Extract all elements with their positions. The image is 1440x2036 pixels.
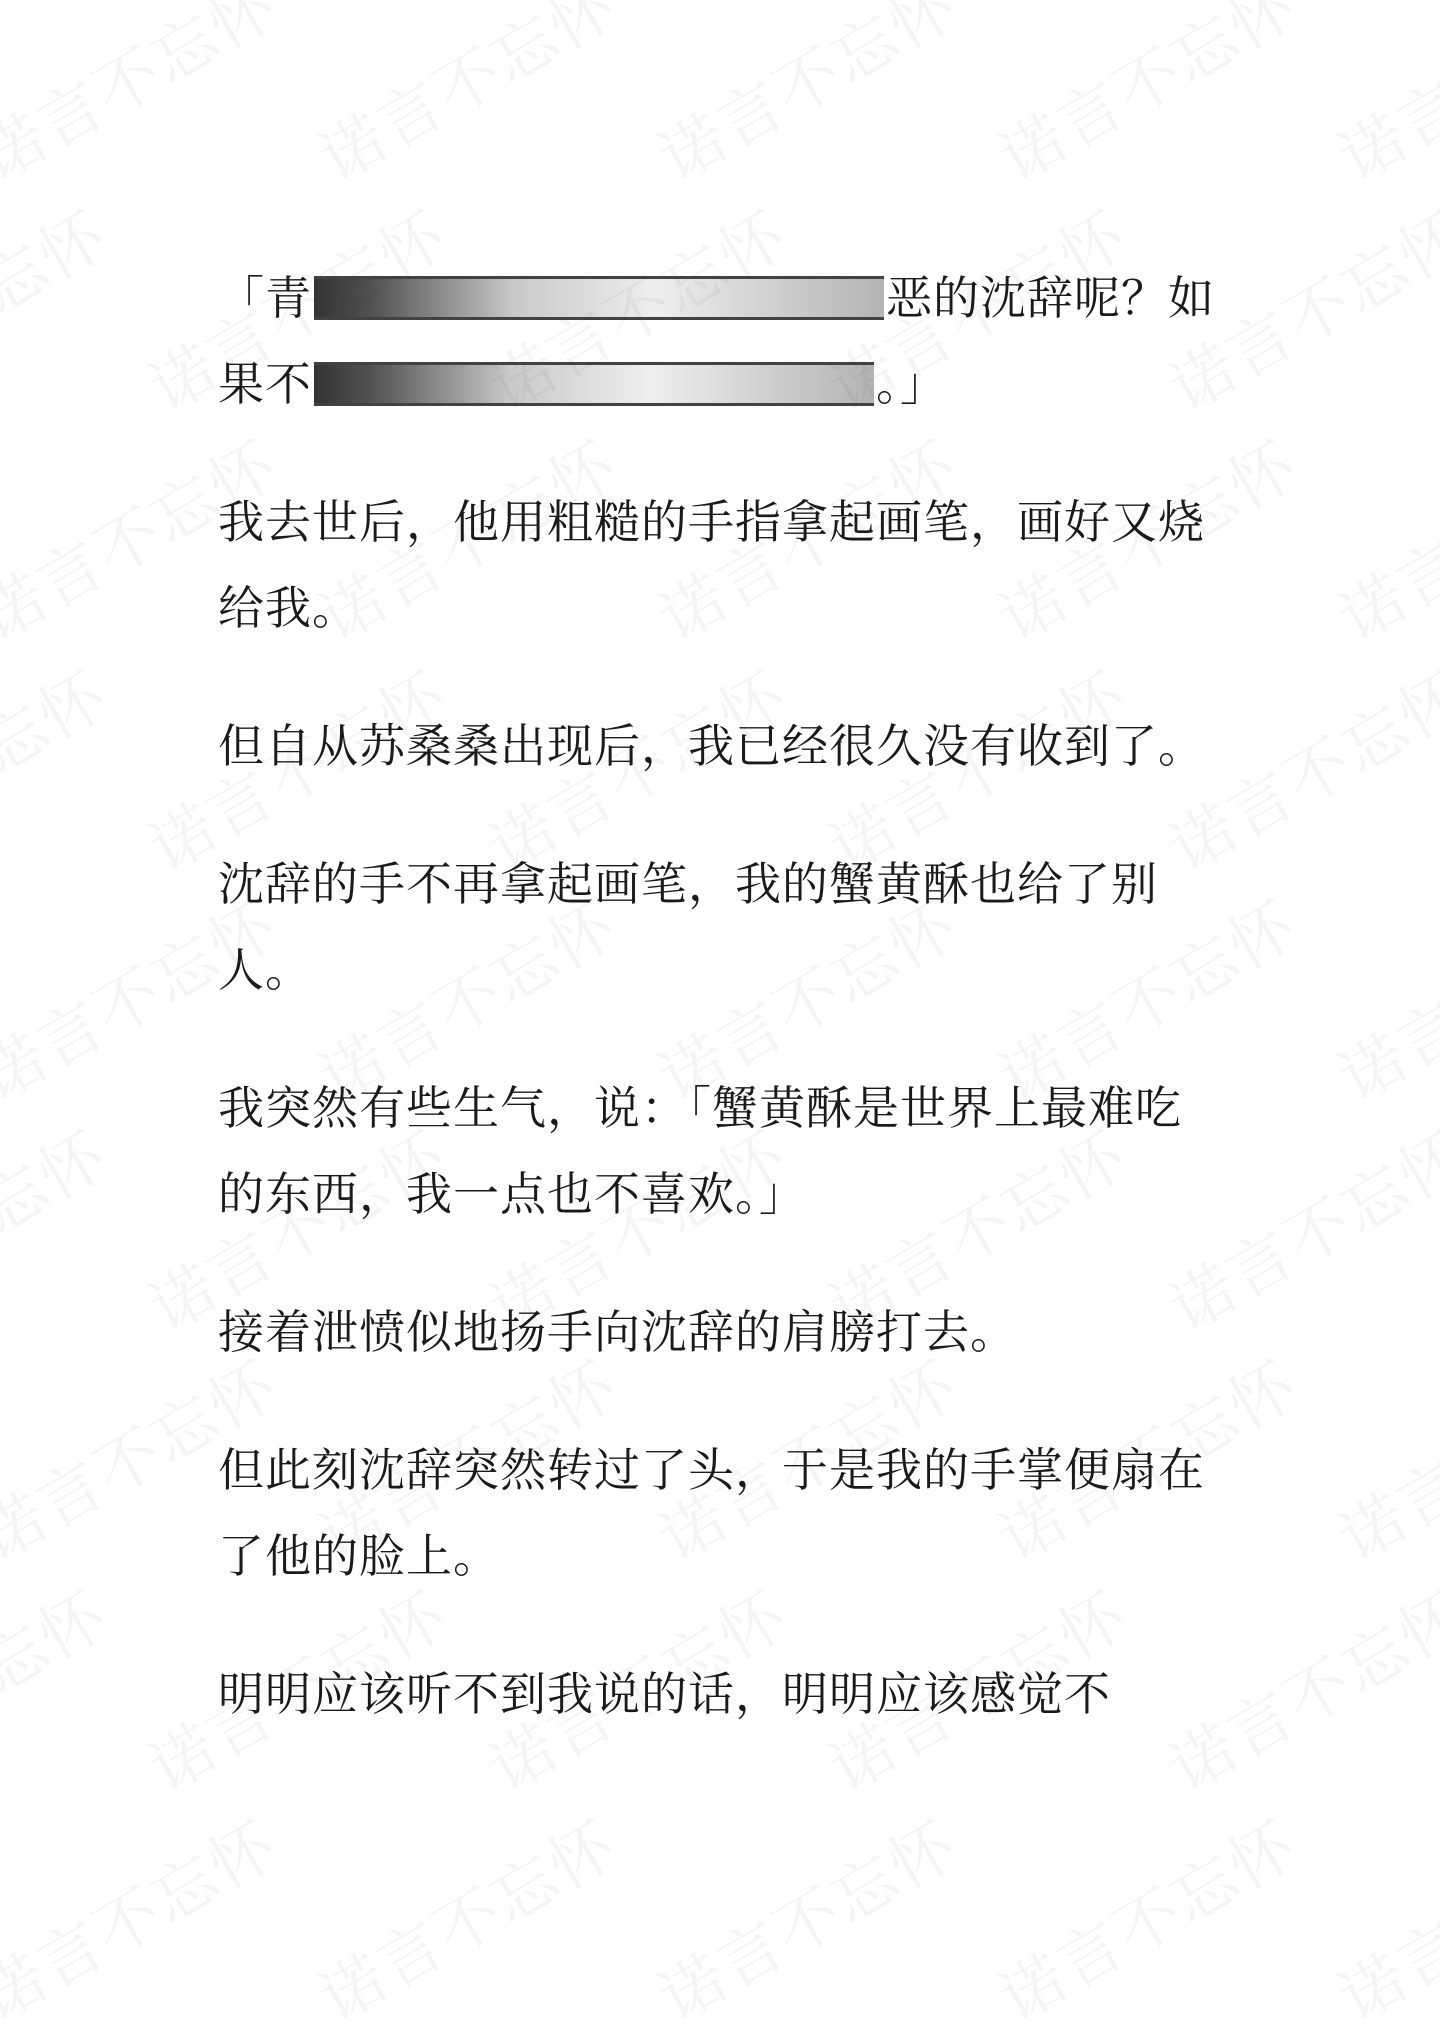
watermark-text [980,0,1312,200]
paragraph: 明明应该听不到我说的话，明明应该感觉不 [218,1667,1111,1721]
watermark-text [1320,1335,1440,1580]
watermark-text [0,1105,122,1350]
watermark-text [0,645,122,890]
watermark-text [300,1795,632,2036]
watermark-text [470,2025,802,2036]
article-body [218,255,1228,1789]
paragraph: 我去世后，他用粗糙的手指拿起画笔，画好又烧给我。 [218,495,1205,635]
watermark-text [0,1565,122,1810]
watermark-text [810,2025,1142,2036]
watermark-text [640,0,972,200]
watermark-text [1320,875,1440,1120]
paragraph-text-end: 。」 [876,357,947,411]
paragraph: 接着泄愤似地扬手向沈辞的肩膀打去。 [218,1305,1017,1359]
paragraph: 但自从苏桑桑出现后，我已经很久没有收到了。 [218,719,1205,773]
watermark-text [1150,2025,1440,2036]
watermark-text [1320,0,1440,200]
watermark-text [980,1795,1312,2036]
watermark-text [0,185,122,430]
paragraph-text-middle: 恶的沈辞呢？如果不 [218,271,1215,411]
watermark-text [1320,415,1440,660]
watermark-text [0,2025,122,2036]
watermark-text [130,2025,462,2036]
paragraph-redacted [218,255,1228,427]
watermark-text [0,0,292,200]
paragraph: 但此刻沈辞突然转过了头，于是我的手掌便扇在了他的脸上。 [218,1443,1205,1583]
paragraph: 我突然有些生气，说：「蟹黄酥是世界上最难吃的东西，我一点也不喜欢。」 [218,1081,1182,1221]
redaction-bar [314,362,874,406]
paragraph-text-start: 「青 [218,271,312,325]
watermark-text [300,0,632,200]
redaction-bar [314,276,884,320]
watermark-text [1320,1795,1440,2036]
paragraph: 沈辞的手不再拿起画笔，我的蟹黄酥也给了别人。 [218,857,1158,997]
watermark-text [0,1795,292,2036]
watermark-text [640,1795,972,2036]
